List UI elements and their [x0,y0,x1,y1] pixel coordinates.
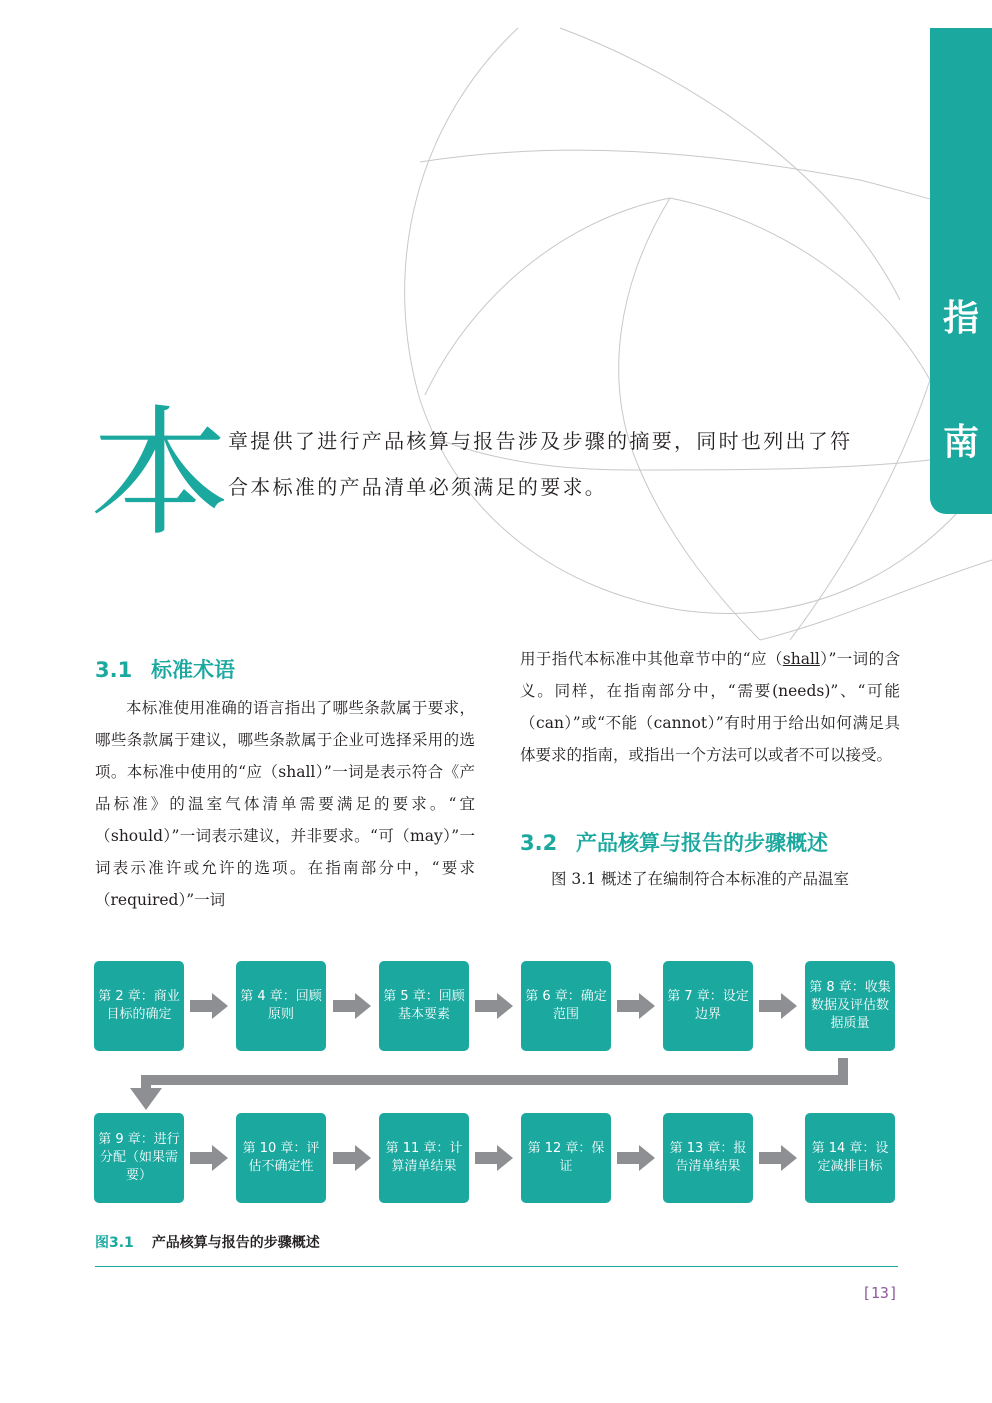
flow-step-ch11: 第 11 章：计算清单结果 [379,1113,469,1203]
continued-text-underlined: shall [782,650,820,668]
flow-step-ch2: 第 2 章：商业目标的确定 [94,961,184,1051]
intro-line-1: 章提供了进行产品核算与报告涉及步骤的摘要，同时也列出了符 [228,429,853,453]
flow-step-ch13: 第 13 章：报告清单结果 [663,1113,753,1203]
flow-arrow-icon [617,991,657,1021]
section-3-1-number: 3.1 [95,658,133,682]
flow-step-ch4: 第 4 章：回顾原则 [236,961,326,1051]
continued-text-a: 用于指代本标准中其他章节中的“应（ [520,650,783,668]
flow-arrow-icon [333,991,373,1021]
drop-cap: 本 [90,393,231,556]
flow-step-ch7: 第 7 章：设定边界 [663,961,753,1051]
flow-arrow-icon [190,991,230,1021]
flow-step-ch9: 第 9 章：进行分配（如果需要） [94,1113,184,1203]
flow-step-ch12: 第 12 章：保证 [521,1113,611,1203]
flow-step-ch10: 第 10 章：评估不确定性 [236,1113,326,1203]
flow-arrow-icon [475,1143,515,1173]
flow-arrow-icon [617,1143,657,1173]
flow-step-ch14: 第 14 章：设定减排目标 [805,1113,895,1203]
section-3-1-paragraph: 本标准使用准确的语言指出了哪些条款属于要求，哪些条款属于建议，哪些条款属于企业可选择采用的选项。本标准中使用的“应（shall）”一词是表示符合《产品标准》的温室气体清单需要满足的要求。“宜（should）”一词表示建议，并非要求。“可（may）”一词表示准许或允许的选项。在指南部分中，“要求（required）”一词 [95,699,475,909]
figure-label: 图3.1 [95,1235,134,1251]
side-tab-char-1: 指 [942,298,979,339]
figure-caption [95,1232,320,1252]
section-3-2-paragraph: 图 3.1 概述了在编制符合本标准的产品温室 [551,870,850,888]
flow-arrow-icon [333,1143,373,1173]
flow-connector-arrow-icon [120,1050,860,1114]
flow-arrow-icon [475,991,515,1021]
section-3-1-title: 标准术语 [151,658,235,682]
footer-divider [95,1266,898,1267]
section-3-2-number: 3.2 [520,831,558,855]
flow-arrow-icon [759,991,799,1021]
page-number: [13] [861,1284,898,1302]
flow-arrow-icon [190,1143,230,1173]
side-tab-char-2: 南 [942,422,979,463]
intro-line-2: 合本标准的产品清单必须满足的要求。 [228,475,608,499]
continued-text-b: ）”一词的含义。同样，在指南部分中，“需要(needs)”、“可能（can）”或“不能（cannot）”有时用于给出如何满足具体要求的指南，或指出一个方法可以或者不可以接受。 [520,650,900,764]
flow-arrow-icon [759,1143,799,1173]
section-3-2-title: 产品核算与报告的步骤概述 [576,831,828,855]
figure-caption-text: 产品核算与报告的步骤概述 [151,1235,320,1251]
flow-step-ch6: 第 6 章：确定范围 [521,961,611,1051]
flow-step-ch5: 第 5 章：回顾基本要素 [379,961,469,1051]
flow-step-ch8: 第 8 章：收集数据及评估数据质量 [805,961,895,1051]
